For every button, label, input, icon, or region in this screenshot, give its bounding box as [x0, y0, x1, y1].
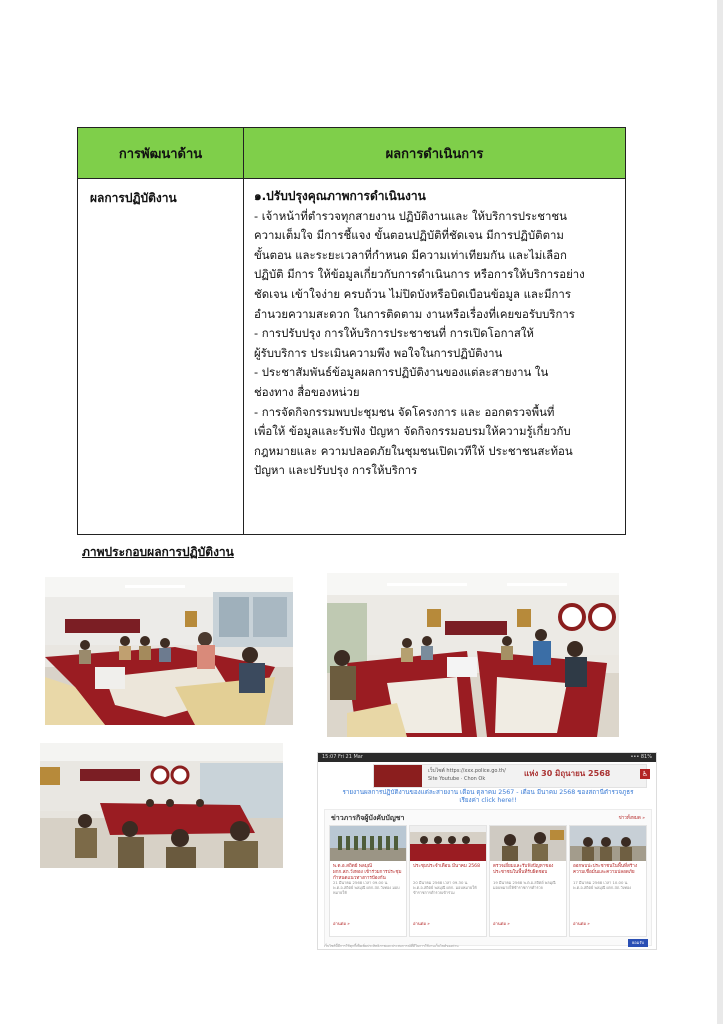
page-edge: [717, 0, 723, 1024]
detail-line: เพื่อให้ ข้อมูลและรับฟัง ปัญหา จัดกิจกรรมอบรมให้ความรู้เกี่ยวกับ: [254, 424, 571, 439]
news-section-title: ข่าวภารกิจผู้บังคับบัญชา: [331, 814, 405, 822]
detail-line: - การจัดกิจกรรมพบปะชุมชน จัดโครงการ และ ออกตรวจพื้นที่: [254, 404, 555, 419]
news-card[interactable]: [569, 825, 647, 937]
section-title: ๑.ปรับปรุงคุณภาพการดำเนินงาน: [254, 189, 426, 203]
news-card-title: ตรวจเยี่ยมและรับฟังปัญหาของประชาชนในพื้นที่รับผิดชอบ: [493, 864, 554, 875]
news-card-desc: 20 มีนาคม 2568 เวลา 09.30 น. พ.ต.อ.สถิตย์ พลมุณี ผกก. มอบหมายให้ข้าราชการตำรวจเข้าร่วม: [413, 880, 477, 895]
detail-line: - เจ้าหน้าที่ตำรวจทุกสายงาน ปฏิบัติงานและ ให้บริการประชาชน: [254, 208, 567, 223]
news-card-desc: 17 มีนาคม 2568 เวลา 10.00 น. พ.ต.อ.สถิตย์ พลมุณี ผกก.สภ.วังทอง: [573, 880, 632, 890]
news-card-more[interactable]: อ่านต่อ »: [333, 921, 350, 926]
news-card-image: [330, 826, 406, 861]
website-screenshot: [317, 752, 657, 950]
news-card-more[interactable]: อ่านต่อ »: [573, 921, 590, 926]
news-card[interactable]: [329, 825, 407, 937]
accept-cookie-button[interactable]: ยอมรับ: [628, 939, 648, 947]
news-card[interactable]: [409, 825, 487, 937]
detail-line: ความเต็มใจ มีการชี้แจง ขั้นตอนปฏิบัติที่ชัดเจน มีการปฏิบัติตาม: [254, 228, 564, 243]
news-card-desc: 19 มีนาคม 2568 พ.ต.อ.สถิตย์ พลมุณี มอบหมายให้ข้าราชการตำรวจ: [493, 880, 556, 890]
news-section: [324, 809, 652, 946]
news-card-desc: 21 มีนาคม 2568 เวลา 09.00 น. พ.ต.อ.สถิตย์ พลมุณี ผกก.สภ.วังทอง มอบหมายให้: [333, 880, 400, 895]
row-details: [244, 179, 626, 535]
site-banner: [373, 764, 647, 788]
row-category: ผลการปฏิบัติงาน: [78, 179, 244, 535]
meeting-photo-3: [40, 743, 283, 868]
news-card-more[interactable]: อ่านต่อ »: [493, 921, 510, 926]
status-battery: ••• 81%: [630, 754, 652, 760]
news-card-image: [490, 826, 566, 861]
header-operation-result: ผลการดำเนินการ: [244, 128, 626, 179]
news-card-title: ออกพบปะประชาชนในพื้นที่สร้างความเชื่อมั่นและความปลอดภัย: [573, 864, 638, 875]
detail-line: ช่องทาง สื่อของหน่วย: [254, 384, 360, 399]
news-all-link[interactable]: ข่าวทั้งหมด »: [618, 816, 645, 821]
table-header-row: [78, 128, 626, 179]
meeting-photo-2: [327, 573, 619, 737]
detail-line: ขั้นตอน และระยะเวลาที่กำหนด มีความเท่าเทียมกัน และไม่เลือก: [254, 247, 567, 262]
cookie-notice: เว็บไซต์นี้มีการใช้คุกกี้เพื่อเพิ่มประสิทธิภาพและประสบการณ์ที่ดีในการใช้งานเว็บไซต์ของท่าน: [324, 944, 459, 948]
photo-caption: ภาพประกอบผลการปฏิบัติงาน: [82, 545, 234, 559]
news-card[interactable]: [489, 825, 567, 937]
header-development-aspect: การพัฒนาด้าน: [78, 128, 244, 179]
meeting-photo-1: [45, 577, 293, 725]
news-card-image: [570, 826, 646, 861]
banner-logo: [374, 765, 422, 787]
detail-line: ชัดเจน เข้าใจง่าย ครบถ้วน ไม่ปิดบังหรือบิดเบือนข้อมูล และมีการ: [254, 286, 571, 301]
detail-line: ผู้รับบริการ ประเมินความพึง พอใจในการปฏิบัติงาน: [254, 345, 503, 360]
news-card-more[interactable]: อ่านต่อ »: [413, 921, 430, 926]
banner-line-2: Site Youtube · Chon Ok: [428, 776, 486, 782]
status-bar: [318, 753, 656, 762]
news-card-title: พ.ต.อ.สถิตย์ พลมุณี ผกก.สภ.วังทอง เข้าร่วมการประชุมกำหนดแนวทางการป้องกัน: [333, 864, 402, 881]
table-row: [78, 179, 626, 535]
news-card-title: ประชุมประจำเดือน มีนาคม 2568: [413, 864, 481, 869]
detail-line: - การปรับปรุง การให้บริการประชาชนที่ การเปิดโอกาสให้: [254, 326, 534, 341]
detail-line: กฎหมายและ ความปลอดภัยในชุมชนเปิดเวทีให้ ประชาชนสะท้อน: [254, 443, 573, 458]
detail-line: ปัญหา และปรับปรุง การให้บริการ: [254, 463, 418, 478]
accessibility-icon[interactable]: ♿: [641, 770, 649, 778]
banner-date: แห่ง 30 มิถุนายน 2568: [524, 769, 611, 778]
status-time: 15:07 Fri 21 Mar: [322, 754, 363, 760]
report-link[interactable]: รายงานผลการปฏิบัติงานของแต่ละสายงาน เดือน ตุลาคม 2567 - เดือน มีนาคม 2568 ของสถานีตำรวจภูธร เรียงค่า click here!!: [342, 789, 634, 804]
banner-line-1: เว็บไซต์ https://xxx.police.go.th/: [428, 768, 506, 774]
news-card-image: [410, 826, 486, 861]
development-table: [77, 127, 626, 535]
detail-line: - ประชาสัมพันธ์ข้อมูลผลการปฏิบัติงานของแต่ละสายงาน ใน: [254, 365, 549, 380]
detail-line: อำนวยความสะดวก ในการติดตาม งานหรือเรื่องที่เคยขอรับบริการ: [254, 306, 575, 321]
detail-line: ปฏิบัติ มีการ ให้ข้อมูลเกี่ยวกับการดำเนินการ หรือการให้บริการอย่าง: [254, 267, 585, 282]
